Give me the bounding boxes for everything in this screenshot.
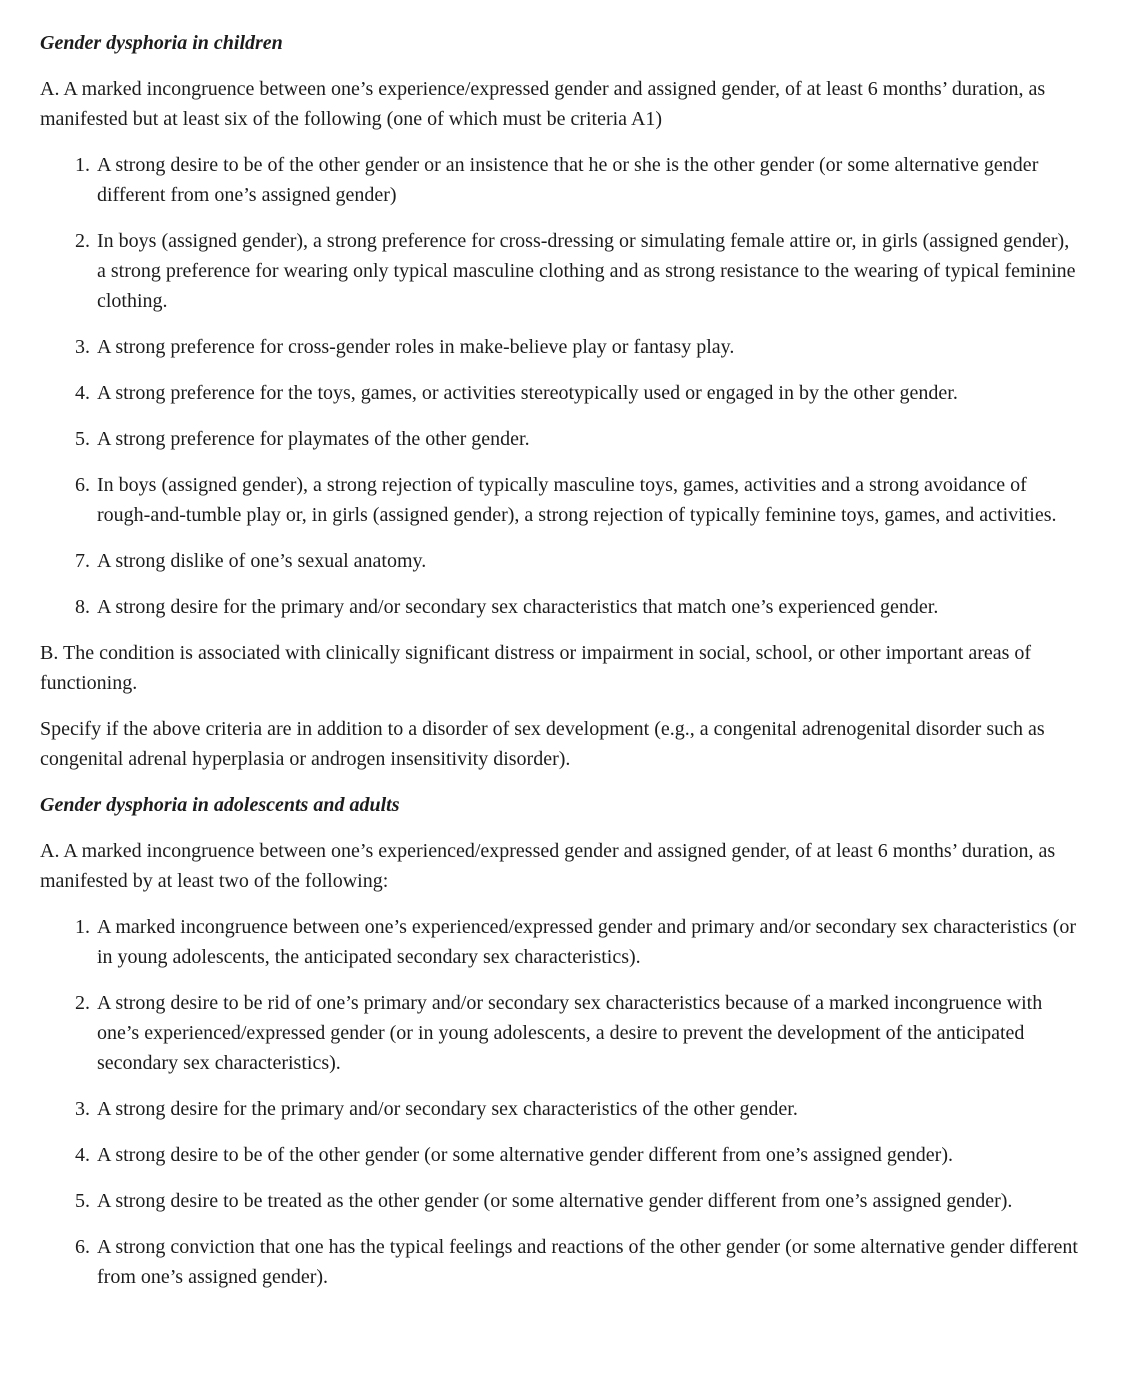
list-item — [40, 378, 1083, 408]
list-item-text: A strong conviction that one has the typical feelings and reactions of the other gender (or some alternative gender different from one’s assigned gender). — [97, 1236, 1078, 1288]
criterion-b-children: B. The condition is associated with clinically significant distress or impairment in social, school, or other important areas of functioning. — [40, 642, 1032, 694]
list-item-text: A strong desire to be of the other gender or an insistence that he or she is the other gender (or some alternative gender different from one’s assigned gender) — [97, 154, 1039, 206]
list-item-number: 7. — [75, 550, 90, 572]
section-children — [40, 28, 1083, 774]
list-item — [40, 546, 1083, 576]
list-item-text: A strong desire for the primary and/or secondary sex characteristics of the other gender. — [97, 1098, 798, 1120]
list-item-number: 8. — [75, 596, 90, 618]
section-adults-heading: Gender dysphoria in adolescents and adults — [40, 794, 400, 816]
list-item-text: In boys (assigned gender), a strong preference for cross-dressing or simulating female attire or, in girls (assigned gender), a strong preference for wearing only typical masculine clothing and as strong resistance to the wearing of typical feminine clothing. — [97, 230, 1076, 312]
list-item-number: 4. — [75, 1144, 90, 1166]
section-children-heading: Gender dysphoria in children — [40, 32, 283, 54]
list-item — [40, 1232, 1083, 1292]
criteria-list-adults — [40, 912, 1083, 1292]
list-item-number: 1. — [75, 154, 90, 176]
criterion-a-adults: A. A marked incongruence between one’s experienced/expressed gender and assigned gender, of at least 6 months’ duration, as manifested by at least two of the following: — [40, 840, 1056, 892]
list-item — [40, 988, 1083, 1078]
section-adults — [40, 790, 1083, 1292]
list-item — [40, 1140, 1083, 1170]
list-item-number: 2. — [75, 992, 90, 1014]
specify-note-children: Specify if the above criteria are in addition to a disorder of sex development (e.g., a congenital adrenogenital disorder such as congenital adrenal hyperplasia or androgen insensitivity disorder). — [40, 718, 1045, 770]
list-item — [40, 470, 1083, 530]
list-item-text: A marked incongruence between one’s experienced/expressed gender and primary and/or secondary sex characteristics (or in young adolescents, the anticipated secondary sex characteristics). — [97, 916, 1077, 968]
list-item-number: 3. — [75, 1098, 90, 1120]
list-item-number: 2. — [75, 230, 90, 252]
list-item — [40, 424, 1083, 454]
list-item-number: 6. — [75, 1236, 90, 1258]
list-item-number: 5. — [75, 428, 90, 450]
list-item-number: 6. — [75, 474, 90, 496]
list-item-text: A strong desire for the primary and/or secondary sex characteristics that match one’s experienced gender. — [97, 596, 939, 618]
list-item — [40, 226, 1083, 316]
list-item-text: A strong dislike of one’s sexual anatomy. — [97, 550, 427, 572]
list-item-text: A strong desire to be treated as the other gender (or some alternative gender different from one’s assigned gender). — [97, 1190, 1013, 1212]
list-item-number: 4. — [75, 382, 90, 404]
list-item — [40, 912, 1083, 972]
criteria-list-children — [40, 150, 1083, 622]
criterion-a-children: A. A marked incongruence between one’s experience/expressed gender and assigned gender, of at least 6 months’ duration, as manifested but at least six of the following (one of which must be criteria A1) — [40, 78, 1046, 130]
list-item — [40, 332, 1083, 362]
list-item-number: 3. — [75, 336, 90, 358]
list-item-number: 5. — [75, 1190, 90, 1212]
list-item — [40, 592, 1083, 622]
list-item-text: A strong preference for playmates of the other gender. — [97, 428, 530, 450]
list-item-number: 1. — [75, 916, 90, 938]
list-item — [40, 1094, 1083, 1124]
list-item-text: In boys (assigned gender), a strong rejection of typically masculine toys, games, activities and a strong avoidance of rough-and-tumble play or, in girls (assigned gender), a strong rejection of typically feminine toys, games, and activities. — [97, 474, 1057, 526]
list-item-text: A strong preference for cross-gender roles in make-believe play or fantasy play. — [97, 336, 735, 358]
list-item — [40, 1186, 1083, 1216]
list-item-text: A strong preference for the toys, games, or activities stereotypically used or engaged in by the other gender. — [97, 382, 958, 404]
list-item-text: A strong desire to be of the other gender (or some alternative gender different from one’s assigned gender). — [97, 1144, 954, 1166]
list-item — [40, 150, 1083, 210]
list-item-text: A strong desire to be rid of one’s primary and/or secondary sex characteristics because of a marked incongruence with one’s experienced/expressed gender (or in young adolescents, a desire to prevent the development of the anticipated secondary sex characteristics). — [97, 992, 1043, 1074]
